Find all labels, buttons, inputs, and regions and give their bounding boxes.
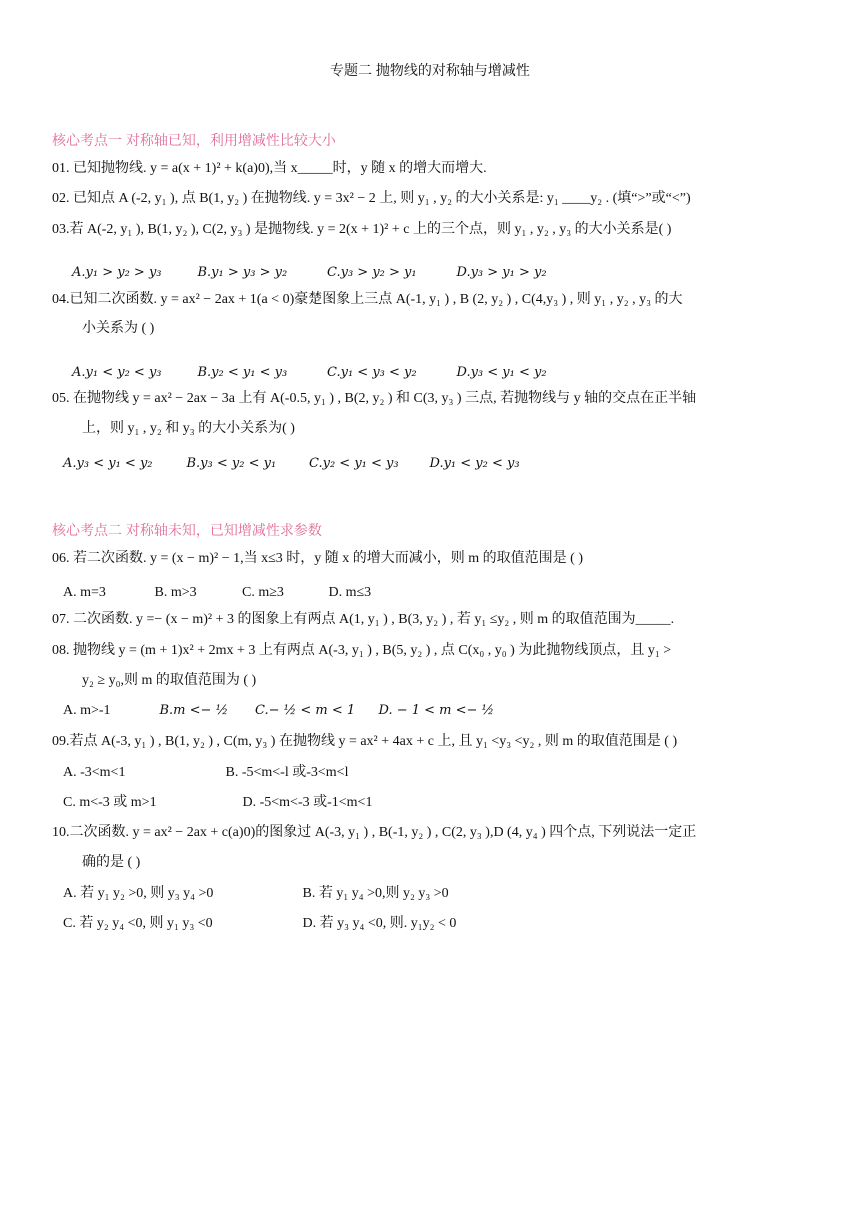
option-c: C.− ½ < m < 1 [255,703,356,718]
question-04-options [72,364,547,382]
question-10-line-1: 10.二次函数. y = ax² − 2ax + c(a)0)的图象过 A(-3, y₁ ) , B(-1, y₂ ) , C(2, y₃ ),D (4, y₄ ) 四个点, 下列说法一定正 [52,825,697,840]
option-a: A. -3<m<1 [63,765,126,780]
option-c: C.y₃ > y₂ > y₁ [327,265,417,280]
question-08-options [63,702,494,720]
option-c: C. 若 y₂ y₄ <0, 则 y₁ y₃ <0 [63,916,213,931]
question-09-options-row-1 [63,764,348,782]
option-a: A.y₁ < y₂ < y₃ [72,365,162,380]
question-05-line-1: 05. 在抛物线 y = ax² − 2ax − 3a 上有 A(-0.5, y₁ ) , B(2, y₂ ) 和 C(3, y₃ ) 三点, 若抛物线与 y 轴的交点在正半轴 [52,391,697,406]
page-title: 专题二 抛物线的对称轴与增减性 [330,62,530,78]
question-09: 09.若点 A(-3, y₁ ) , B(1, y₂ ) , C(m, y₃ ) 在抛物线 y = ax² + 4ax + c 上, 且 y₁ <y₃ <y₂ , 则 m 的取值范围是 ( ) [52,734,678,749]
question-10-options-row-2 [63,915,456,933]
option-b: B. -5<m<-l 或-3<m<l [225,765,349,780]
option-d: D.y₁ < y₂ < y₃ [429,456,520,471]
option-d: D. − 1 < m <− ½ [378,703,495,718]
option-a: A.y₁ > y₂ > y₃ [72,265,162,280]
option-c: C. m<-3 或 m>1 [63,795,157,810]
option-d: D. -5<m<-3 或-1<m<1 [242,795,373,810]
question-06-options [63,584,371,602]
question-08-line-2: y₂ ≥ y₀,则 m 的取值范围为 ( ) [82,673,257,688]
option-b: B.y₁ > y₃ > y₂ [197,265,288,280]
question-10-options-row-1 [63,885,449,903]
option-c: C.y₂ < y₁ < y₃ [309,456,399,471]
question-06: 06. 若二次函数. y = (x − m)² − 1,当 x≤3 时，y 随 x 的增大而减小，则 m 的取值范围是 ( ) [52,551,583,566]
question-10-line-2: 确的是 ( ) [82,855,141,870]
section-heading-1: 核心考点一 对称轴已知，利用增减性比较大小 [52,132,336,148]
question-04-line-1: 04.已知二次函数. y = ax² − 2ax + 1(a < 0)豪楚图象上三点 A(-1, y₁ ) , B (2, y₂ ) , C(4,y₃ ) , 则 y₁ , y₂ , y₃ 的大 [52,292,683,307]
option-b: B.m <− ½ [159,703,229,718]
section-heading-2: 核心考点二 对称轴未知，已知增减性求参数 [52,522,322,538]
question-03-options [72,264,547,282]
option-c: C. m≥3 [242,585,284,600]
option-d: D. m≤3 [328,585,372,600]
question-05-line-2: 上，则 y₁ , y₂ 和 y₃ 的大小关系为( ) [82,421,295,436]
option-b: B.y₃ < y₂ < y₁ [186,456,277,471]
option-b: B.y₂ < y₁ < y₃ [197,365,288,380]
option-b: B. 若 y₁ y₄ >0,则 y₂ y₃ >0 [302,886,449,901]
question-08-line-1: 08. 抛物线 y = (m + 1)x² + 2mx + 3 上有两点 A(-3, y₁ ) , B(5, y₂ ) , 点 C(x₀ , y₀ ) 为此抛物线顶点，且 y₁ > [52,643,672,658]
question-02: 02. 已知点 A (-2, y₁ ), 点 B(1, y₂ ) 在抛物线. y = 3x² − 2 上, 则 y₁ , y₂ 的大小关系是: y₁ ____y₂ . (填“>”或“<”) [52,191,691,206]
option-a: A. 若 y₁ y₂ >0, 则 y₃ y₄ >0 [63,886,214,901]
option-a: A. m>-1 [63,703,111,718]
option-a: A. m=3 [63,585,106,600]
option-d: D.y₃ < y₁ < y₂ [456,365,547,380]
question-01: 01. 已知抛物线. y = a(x + 1)² + k(a)0),当 x_____时，y 随 x 的增大而增大. [52,161,487,176]
question-04-line-2: 小关系为 ( ) [82,321,155,336]
question-09-options-row-2 [63,794,372,812]
question-03: 03.若 A(-2, y₁ ), B(1, y₂ ), C(2, y₃ ) 是抛物线. y = 2(x + 1)² + c 上的三个点，则 y₁ , y₂ , y₃ 的大小关系是( ) [52,222,672,237]
question-07: 07. 二次函数. y =− (x − m)² + 3 的图象上有两点 A(1, y₁ ) , B(3, y₂ ) , 若 y₁ ≤y₂ , 则 m 的取值范围为_____. [52,612,675,627]
option-c: C.y₁ < y₃ < y₂ [327,365,417,380]
question-05-options [63,455,520,473]
option-a: A.y₃ < y₁ < y₂ [63,456,153,471]
option-b: B. m>3 [154,585,197,600]
option-d: D. 若 y₃ y₄ <0, 则. y₁y₂ < 0 [302,916,457,931]
option-d: D.y₃ > y₁ > y₂ [456,265,547,280]
